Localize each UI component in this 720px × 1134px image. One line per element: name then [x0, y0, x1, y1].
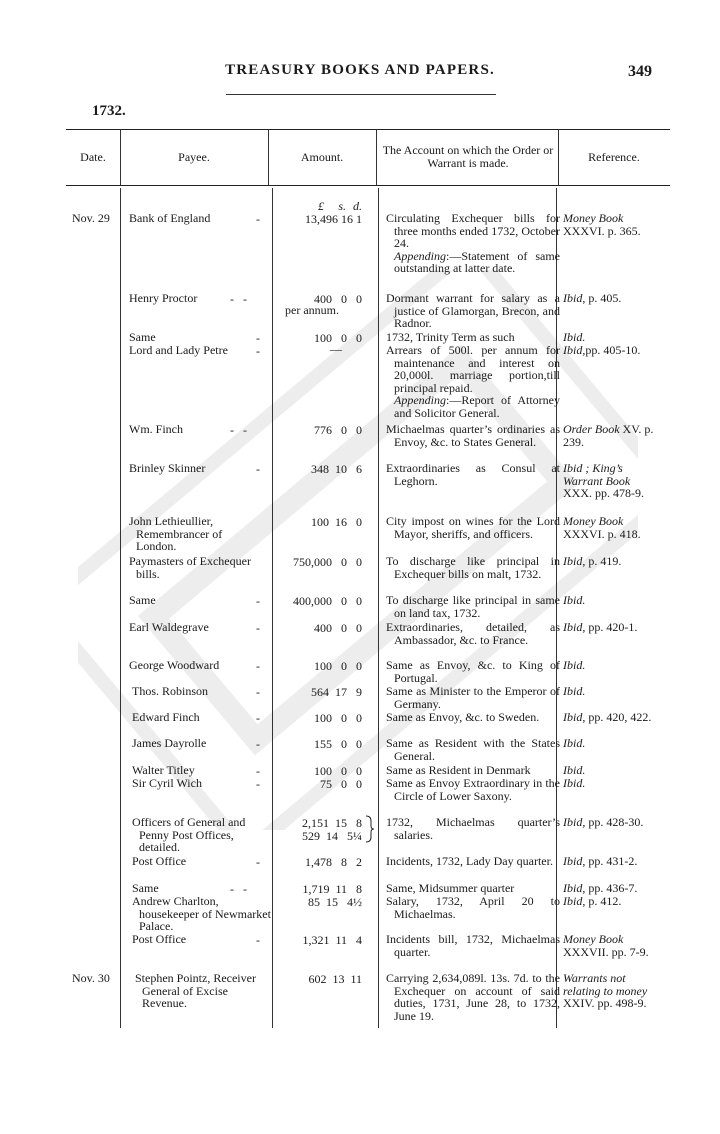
row-amount: 400 0 0 [314, 292, 362, 306]
row-dash: - [256, 462, 260, 476]
row-amount: 348 10 6 [311, 462, 362, 476]
row-account: Extraordinaries, detailed, as Ambassador, &c. to France. [386, 620, 560, 647]
column-divider [376, 129, 377, 185]
row-payee: Andrew Charlton, housekeeper of Newmarket Palace. [132, 894, 271, 934]
row-payee: Paymasters of Exchequer bills. [129, 554, 251, 581]
row-amount: 776 0 0 [314, 423, 362, 437]
row-account: Incidents bill, 1732, Michaelmas quarter. [386, 932, 560, 959]
ref-book: Ibid [563, 854, 583, 868]
row-dash: - [256, 777, 260, 791]
row-dash: - [256, 594, 260, 608]
ref-page: XXXVII. pp. 7-9. [563, 944, 649, 959]
row-payee: Edward Finch [132, 710, 200, 724]
row-reference [563, 292, 659, 305]
row-account: Salary, 1732, April 20 to Michaelmas. [386, 894, 560, 921]
row-amount: 602 13 11 [308, 972, 362, 986]
ref-page: , p. 412. [582, 894, 622, 908]
ref-book: Money Book [563, 514, 624, 528]
row-reference [563, 621, 659, 634]
row-payee: Henry Proctor [129, 291, 198, 305]
row-payee: James Dayrolle [132, 736, 207, 750]
ref-book: Ibid. [563, 736, 586, 750]
row-amount: 85 15 4½ [308, 895, 362, 909]
ref-book: Money Book [563, 211, 624, 225]
brace-icon [365, 815, 375, 843]
row-reference [563, 659, 659, 672]
row-amount: 2,151 15 8 [302, 816, 362, 830]
row-amount: 400 0 0 [314, 621, 362, 635]
row-account: 1732, Trinity Term as such [386, 330, 515, 344]
pence-unit: d. [353, 199, 362, 213]
row-dash: - [256, 331, 260, 345]
row-reference [563, 816, 659, 829]
row-reference [563, 777, 659, 790]
column-divider [378, 188, 379, 1028]
row-payee: Post Office [132, 854, 187, 868]
header-payee: Payee. [178, 150, 210, 164]
header-date: Date. [80, 150, 106, 164]
ref-page: XXXVI. p. 365. [563, 223, 641, 238]
row-account: Same as Envoy Extraordinary in the Circle of Lower Saxony. [386, 776, 560, 803]
row-account: Extraordinaries as Consul at Leghorn. [386, 461, 560, 488]
row-reference [563, 685, 659, 698]
row-amount: 400,000 0 0 [293, 594, 362, 608]
row-dash: - [256, 212, 260, 226]
ref-page: XXX. pp. 478-9. [563, 486, 644, 501]
account-appending-label: Appending [394, 393, 446, 408]
table-header-rule [66, 185, 670, 186]
row-account: Dormant warrant for salary as a justice of Glamorgan, Brecon, and Radnor. [386, 291, 560, 331]
row-reference [563, 895, 659, 908]
row-account: Same, Midsummer quarter [386, 881, 515, 895]
running-title: TREASURY BOOKS AND PAPERS. [225, 62, 495, 78]
row-payee: John Lethieullier, Remembrancer of London. [129, 514, 223, 554]
row-amount: 100 16 0 [311, 515, 362, 529]
row-reference [563, 515, 659, 540]
row-payee: Sir Cyril Wich [132, 776, 202, 790]
row-amount: 750,000 0 0 [293, 555, 362, 569]
row-dash: - [256, 685, 260, 699]
account-appending-text: :—Report of Attorney and Solicitor General. [394, 393, 560, 420]
ref-book: Ibid [563, 343, 583, 357]
ref-page: , p. 405. [582, 291, 622, 305]
row-reference [563, 711, 659, 724]
row-dash: - [256, 764, 260, 778]
ref-book: Ibid. [563, 763, 586, 777]
row-account: Same as Envoy, &c. to Sweden. [386, 710, 540, 724]
row-amount: 100 0 0 [314, 659, 362, 673]
ref-book: Ibid. [563, 593, 586, 607]
row-dash: - [256, 855, 260, 869]
row-account: Michaelmas quarter’s ordinaries as Envoy, &c. to States General. [386, 422, 560, 449]
ref-page: XXXVI. p. 418. [563, 526, 641, 541]
row-amount: 1,321 11 4 [302, 933, 362, 947]
row-payee: George Woodward [129, 658, 220, 672]
ref-book: Money Book [563, 932, 624, 946]
row-account: Same as Envoy, &c. to King of Portugal. [386, 658, 560, 685]
account-appending-label: Appending [394, 248, 446, 263]
account-text: Arrears of 500l. per annum for maintenance and interest on 20,000l. marriage portion,till principal repaid. [386, 343, 560, 395]
row-dash: - [256, 659, 260, 673]
row-amount: 75 0 0 [320, 777, 362, 791]
row-reference [563, 555, 659, 568]
row-reference [563, 855, 659, 868]
header-account: The Account on which the Order or Warrant is made. [382, 143, 554, 170]
row-amount: 155 0 0 [314, 737, 362, 751]
row-payee: Bank of England [129, 211, 211, 225]
shillings-unit: s. [338, 199, 346, 213]
row-payee: Lord and Lady Petre [129, 343, 228, 357]
row-reference [563, 423, 659, 448]
row-account: Carrying 2,634,089l. 13s. 7d. to the Exchequer on account of said duties, 1731, June 28, to 1732, June 19. [386, 971, 560, 1023]
row-reference [563, 331, 659, 344]
row-amount: 100 0 0 [314, 331, 362, 345]
row-amount: 1,719 11 8 [302, 882, 362, 896]
ref-page: , pp. 428-30. [582, 815, 644, 829]
row-account: Same as Minister to the Emperor of Germany. [386, 684, 560, 711]
ref-book: Ibid. [563, 684, 586, 698]
ref-book: Ibid. [563, 330, 586, 344]
account-appending-text: :—Statement of same outstanding at latter date. [394, 248, 560, 276]
ref-book: Order Book [563, 422, 620, 436]
row-payee: Thos. Robinson [132, 684, 209, 698]
row-amount-second: 529 14 5¼ [302, 829, 362, 843]
row-payee: Earl Waldegrave [129, 620, 209, 634]
pounds-unit: £ [318, 199, 324, 213]
row-payee: Officers of General and Penny Post Offices, detailed. [132, 815, 246, 855]
row-account [386, 212, 560, 275]
row-amount: 564 17 9 [311, 685, 362, 699]
row-account [386, 344, 560, 420]
ref-book: Ibid [563, 620, 583, 634]
row-amount: — [330, 342, 342, 356]
row-reference [563, 462, 659, 500]
row-reference [563, 933, 659, 958]
ref-book: Ibid [563, 894, 583, 908]
row-reference [563, 594, 659, 607]
row-account: 1732, Michaelmas quarter’s salaries. [386, 815, 560, 842]
year-heading: 1732. [92, 103, 126, 119]
row-dash: - [256, 737, 260, 751]
row-reference [563, 212, 659, 237]
row-account: To discharge like principal in same on land tax, 1732. [386, 593, 560, 620]
ref-book: Ibid [563, 291, 583, 305]
ref-book: Ibid [563, 710, 583, 724]
row-payee: Same [129, 330, 156, 344]
ref-book: Ibid. [563, 658, 586, 672]
ref-page: XV. p. 239. [563, 422, 654, 449]
row-date: Nov. 29 [72, 211, 110, 225]
account-text: Circulating Exchequer bills for three months ended 1732, October 24. [386, 211, 560, 251]
row-payee: Same [132, 881, 159, 895]
ref-book: Ibid [563, 815, 583, 829]
ref-page: , p. 419. [582, 554, 622, 568]
row-amount: 100 0 0 [314, 711, 362, 725]
ref-page: XXIV. pp. 498-9. [563, 996, 647, 1011]
row-reference [563, 972, 659, 1010]
header-amount: Amount. [300, 150, 344, 164]
row-amount: 1,478 8 2 [305, 855, 362, 869]
row-payee: Stephen Pointz, Receiver General of Excise Revenue. [135, 971, 256, 1011]
row-reference [563, 882, 659, 895]
row-account: Same as Resident in Denmark [386, 763, 531, 777]
ref-page: , pp. 420-1. [582, 620, 638, 634]
ref-page: , pp. 420, 422. [582, 710, 652, 724]
row-reference [563, 344, 659, 357]
row-payee: Same [129, 593, 156, 607]
row-dash: - [256, 711, 260, 725]
row-dash: - - [230, 423, 247, 437]
row-amount: 13,496 16 1 [305, 212, 362, 226]
row-dash: - [256, 621, 260, 635]
ref-page: , pp. 431-2. [582, 854, 638, 868]
row-payee: Walter Titley [132, 763, 195, 777]
row-dash: - - [230, 292, 247, 306]
row-dash: - [256, 344, 260, 358]
row-amount-note: per annum. [285, 303, 339, 317]
row-account: Same as Resident with the States General. [386, 736, 560, 763]
header-rule [226, 94, 496, 95]
row-reference [563, 764, 659, 777]
ref-book: Ibid [563, 881, 583, 895]
page-number: 349 [628, 63, 652, 80]
row-payee: Post Office [132, 932, 187, 946]
row-reference [563, 737, 659, 750]
column-divider [120, 188, 121, 1028]
row-date: Nov. 30 [72, 971, 110, 985]
ref-book: Ibid ; King’s Warrant Book [563, 461, 631, 488]
ref-page: ,pp. 405-10. [582, 343, 641, 357]
ref-book: Ibid [563, 554, 583, 568]
table-top-rule [66, 129, 670, 130]
row-account: City impost on wines for the Lord Mayor, sheriffs, and officers. [386, 514, 560, 541]
row-payee: Wm. Finch [129, 422, 183, 436]
header-reference: Reference. [588, 150, 640, 164]
ref-book: Ibid. [563, 776, 586, 790]
row-dash: - - [230, 882, 247, 896]
row-account: To discharge like principal in Exchequer bills on malt, 1732. [386, 554, 560, 581]
row-amount: 100 0 0 [314, 764, 362, 778]
row-payee: Brinley Skinner [129, 461, 206, 475]
ref-book: Warrants not relating to money [563, 971, 648, 998]
row-account: Incidents, 1732, Lady Day quarter. [386, 854, 553, 868]
row-dash: - [256, 933, 260, 947]
ref-page: , pp. 436-7. [582, 881, 638, 895]
